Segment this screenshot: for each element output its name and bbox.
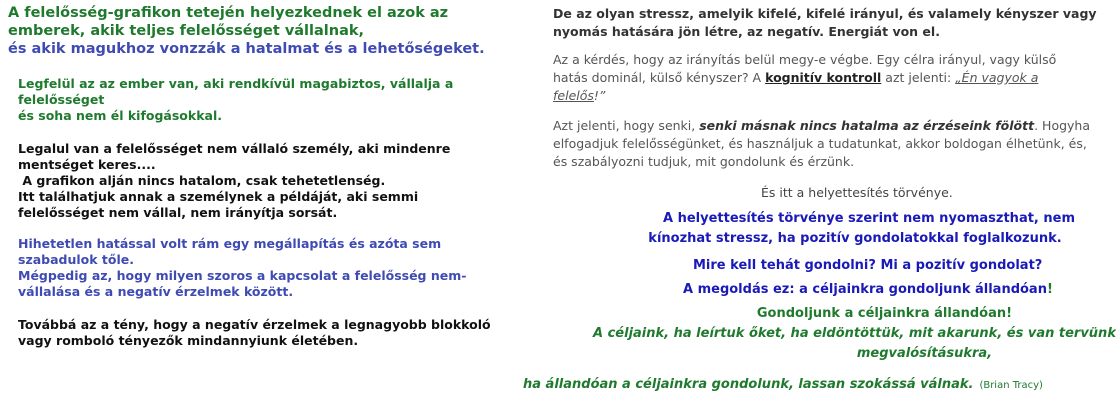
text-segment: . Hogyha [1034, 118, 1091, 133]
paragraph-line: Itt találhatjuk annak a személynek a példáját, aki semmi [18, 189, 419, 204]
quote-text: felelős [553, 88, 594, 103]
paragraph-line: elfogadjuk felelősségünket, és használjuk a tudatunkat, akkor boldogan élhetünk, és, [553, 136, 1087, 151]
source-attribution: (Brian Tracy) [979, 380, 1043, 391]
quote-text: „Én vagyok a [955, 70, 1039, 85]
paragraph-line: Legfelül az az ember van, aki rendkívül magabiztos, vállalja a [18, 76, 454, 91]
meaning-paragraph [553, 117, 1090, 171]
intro-line: emberek, akik teljes felelősséget vállalnak, [8, 23, 365, 39]
paragraph-line [553, 69, 1056, 87]
intro-line: és akik magukhoz vonzzák a hatalmat és a lehetőségeket. [8, 41, 485, 57]
paragraph-line: Gondoljunk a céljainkra állandóan! [756, 306, 1013, 321]
paragraph-line: Mégpedig az, hogy milyen szoros a kapcsolat a felelősség nem- [18, 268, 467, 283]
intro-heading [8, 4, 485, 58]
paragraph-line: mentséget keres.... [18, 157, 156, 172]
paragraph-line: nyomás hatására jön létre, az negatív. Energiát von el. [553, 24, 940, 39]
paragraph-line: Legalul van a felelősséget nem vállaló személy, aki mindenre [18, 141, 451, 156]
paragraph-line: és szabályozni tudjuk, mit gondolunk és érzünk. [553, 154, 855, 169]
paragraph-line: felelősséget nem vállal, nem irányítja sorsát. [18, 205, 338, 220]
paragraph-line: vagy romboló tényezők mindannyiunk életében. [18, 333, 359, 348]
impact-paragraph [18, 236, 466, 300]
law-paragraph [648, 209, 1076, 249]
closing-text: ha állandóan a céljainkra gondolunk, lassan szokássá válnak. [523, 377, 974, 392]
paragraph-line: és soha nem él kifogásokkal. [18, 108, 222, 123]
question-line: Mire kell tehát gondolni? Mi a pozitív gondolat? [693, 258, 1043, 273]
solution-line [683, 281, 1053, 299]
paragraph-line: De az olyan stressz, amelyik kifelé, kifelé irányul, és valamely kényszer vagy [553, 6, 1097, 21]
emphasis-text: senki másnak nincs hatalma az érzéseink fölött [699, 118, 1035, 133]
law-intro: És itt a helyettesítés törvénye. [761, 185, 953, 200]
text-segment: azt jelenti: [881, 70, 956, 85]
paragraph-line: Továbbá az a tény, hogy a negatív érzelmek a legnagyobb blokkoló [18, 317, 491, 332]
fact-paragraph [18, 317, 491, 349]
intro-line: A felelősség-grafikon tetején helyezkednek el azok az [8, 5, 449, 21]
goals-paragraph [593, 304, 1116, 364]
paragraph-line: szabadulok tőle. [18, 252, 134, 267]
paragraph-line: A helyettesítés törvénye szerint nem nyomaszthat, nem [663, 211, 1076, 226]
text-segment: Azt jelenti, hogy senki, [553, 118, 700, 133]
solution-text: A megoldás ez: a céljainkra gondoljunk állandóan [683, 282, 1047, 297]
paragraph-line: A grafikon alján nincs hatalom, csak tehetetlenség. [18, 173, 386, 188]
paragraph-line: Hihetetlen hatással volt rám egy megállapítás és azóta sem [18, 236, 442, 251]
closing-line [523, 376, 1043, 395]
paragraph-line: Az a kérdés, hogy az irányítás belül megy-e végbe. Egy célra irányul, vagy külső [553, 52, 1057, 67]
text-segment: hatás dominál, külső kényszer? A [553, 70, 766, 85]
paragraph-line: megvalósításukra, [856, 346, 993, 361]
quote-end: !” [593, 88, 606, 103]
stress-paragraph [553, 5, 1097, 41]
control-paragraph [553, 51, 1056, 105]
paragraph-line: kínozhat stressz, ha pozitív gondolatokkal foglalkozunk. [648, 231, 1062, 246]
paragraph-line: felelősséget [18, 92, 105, 107]
bottom-of-graph-paragraph [18, 141, 450, 221]
paragraph-line [553, 87, 1056, 105]
kognitiv-kontroll-link[interactable]: kognitív kontroll [765, 70, 882, 85]
paragraph-line [553, 117, 1090, 135]
paragraph-line: vállalása és a negatív érzelmek között. [18, 284, 294, 299]
top-of-graph-paragraph [18, 76, 453, 124]
exclamation-mark: ! [1046, 282, 1053, 297]
paragraph-line: A céljaink, ha leírtuk őket, ha eldöntöttük, mit akarunk, és van tervünk [593, 326, 1116, 341]
